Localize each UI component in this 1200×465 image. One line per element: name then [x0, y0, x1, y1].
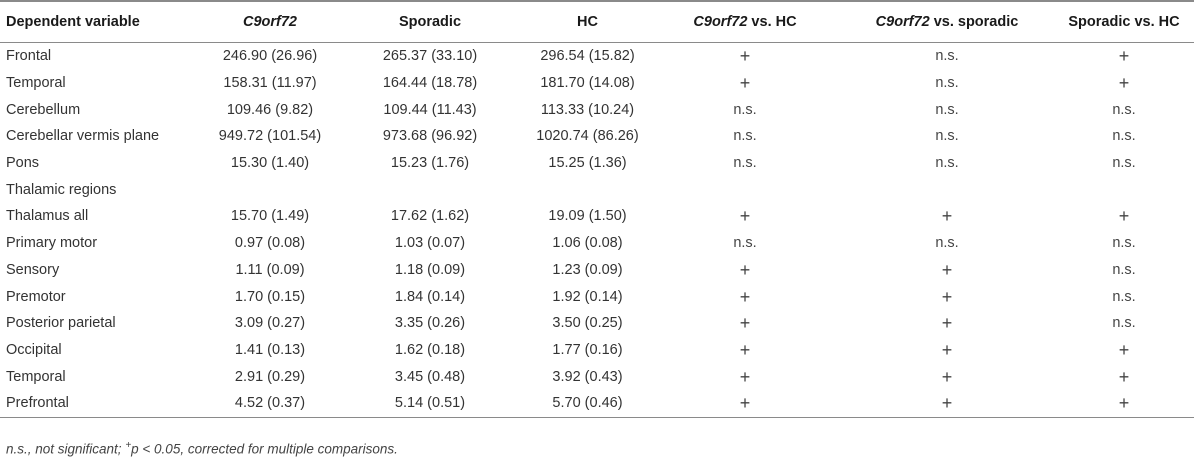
sporadic-value: 3.45 (0.48) [394, 368, 466, 385]
sporadic-value: 1.84 (0.14) [394, 288, 466, 305]
hc-value: 113.33 (10.24) [540, 101, 635, 118]
hc-value: 1.06 (0.08) [552, 235, 623, 252]
sporadic-vs-hc-result: n.s. [1112, 288, 1136, 305]
header-sporadic: Sporadic [335, 1, 525, 43]
footnote-part1: n.s., not significant; [6, 441, 126, 457]
c9orf72-value: 949.72 (101.54) [218, 128, 322, 145]
row-label: Thalamus all [6, 208, 89, 225]
c9-vs-sporadic-result: + [941, 313, 953, 334]
footnote-sup: + [125, 440, 132, 451]
c9-vs-sporadic-result: + [941, 366, 953, 387]
c9-vs-hc-result [650, 176, 840, 203]
hc-value: 1.23 (0.09) [552, 261, 623, 278]
c9orf72-value: 109.46 (9.82) [226, 101, 314, 118]
table-row [0, 203, 1194, 230]
sporadic-vs-hc-result: + [1118, 46, 1130, 67]
sporadic-value [335, 176, 525, 203]
sporadic-vs-hc-result: n.s. [1112, 101, 1136, 118]
c9-vs-sporadic-result: n.s. [935, 48, 959, 65]
table-header [0, 1, 1194, 43]
sporadic-value: 109.44 (11.43) [383, 101, 477, 118]
header-c9-vs-hc-rest: vs. HC [747, 14, 797, 30]
c9-vs-sporadic-result: + [840, 390, 1054, 417]
table-row [0, 176, 1194, 203]
row-label: Posterior parietal [6, 315, 116, 332]
c9-vs-sporadic-result: n.s. [935, 101, 959, 118]
c9orf72-value: 246.90 (26.96) [222, 48, 318, 65]
row-label: Occipital [6, 341, 62, 358]
sporadic-value: 5.14 (0.51) [335, 390, 525, 417]
table-row [0, 390, 1194, 417]
sporadic-value: 1.03 (0.07) [394, 235, 466, 252]
c9-vs-hc-result: + [739, 339, 751, 360]
footnote-part2: p < 0.05, corrected for multiple comparisons. [131, 441, 398, 457]
sporadic-value: 265.37 (33.10) [382, 48, 478, 65]
header-c9-vs-sporadic [840, 1, 1054, 43]
sporadic-value: 17.62 (1.62) [390, 208, 470, 225]
sporadic-vs-hc-result: n.s. [1112, 235, 1136, 252]
table-row [0, 70, 1194, 97]
sporadic-value: 164.44 (18.78) [382, 75, 478, 92]
row-label: Frontal [6, 48, 52, 65]
header-c9-vs-hc [650, 1, 840, 43]
row-label: Pons [6, 155, 40, 172]
table-row [0, 230, 1194, 257]
header-sporadic-vs-hc: Sporadic vs. HC [1054, 1, 1194, 43]
sporadic-vs-hc-result: n.s. [1112, 128, 1136, 145]
header-hc: HC [525, 1, 650, 43]
c9orf72-value: 2.91 (0.29) [234, 368, 306, 385]
c9orf72-value: 3.09 (0.27) [234, 315, 306, 332]
c9orf72-value: 1.41 (0.13) [234, 341, 306, 358]
row-label: Thalamic regions [6, 181, 117, 198]
hc-value: 1020.74 (86.26) [536, 128, 639, 145]
hc-value: 3.50 (0.25) [552, 315, 623, 332]
table-row [0, 363, 1194, 390]
table-row [0, 123, 1194, 150]
header-dependent-variable: Dependent variable [0, 1, 205, 43]
c9-vs-hc-result: + [739, 46, 751, 67]
hc-value: 1.77 (0.16) [552, 341, 623, 358]
row-label: Sensory [6, 261, 60, 278]
hc-value: 19.09 (1.50) [548, 208, 627, 225]
sporadic-vs-hc-result: + [1118, 366, 1130, 387]
table-body [0, 43, 1194, 418]
hc-value: 3.92 (0.43) [552, 368, 623, 385]
c9-vs-hc-result: + [650, 390, 840, 417]
c9orf72-value: 15.30 (1.40) [230, 155, 310, 172]
table-row [0, 43, 1194, 70]
c9-vs-hc-result: + [739, 73, 751, 94]
c9-vs-hc-result: n.s. [733, 155, 757, 172]
c9orf72-value [205, 176, 335, 203]
c9-vs-sporadic-result: n.s. [935, 75, 959, 92]
c9-vs-hc-result: + [739, 313, 751, 334]
c9orf72-value: 4.52 (0.37) [205, 390, 335, 417]
row-label: Cerebellar vermis plane [6, 128, 160, 145]
header-row [0, 1, 1194, 43]
c9orf72-value: 1.70 (0.15) [234, 288, 306, 305]
header-c9-vs-sporadic-gene: C9orf72 [875, 14, 930, 30]
c9-vs-hc-result: + [739, 259, 751, 280]
sporadic-value: 1.62 (0.18) [394, 341, 466, 358]
c9-vs-hc-result: n.s. [733, 235, 757, 252]
c9-vs-hc-result: n.s. [733, 128, 757, 145]
hc-value: 296.54 (15.82) [540, 48, 635, 65]
hc-value: 1.92 (0.14) [552, 288, 623, 305]
hc-value: 5.70 (0.46) [525, 390, 650, 417]
sporadic-vs-hc-result: + [1118, 73, 1130, 94]
header-c9orf72-gene: C9orf72 [243, 14, 297, 30]
sporadic-vs-hc-result [1054, 176, 1194, 203]
hc-value: 15.25 (1.36) [548, 155, 627, 172]
sporadic-value: 15.23 (1.76) [390, 155, 470, 172]
table-row [0, 283, 1194, 310]
hc-value [525, 176, 650, 203]
c9-vs-hc-result: + [739, 286, 751, 307]
table-row [0, 96, 1194, 123]
table-row [0, 257, 1194, 284]
table-row [0, 337, 1194, 364]
table-row [0, 150, 1194, 177]
table-row [0, 310, 1194, 337]
sporadic-value: 1.18 (0.09) [394, 261, 466, 278]
table-footnote [6, 440, 398, 457]
c9-vs-sporadic-result: + [941, 259, 953, 280]
c9-vs-hc-result: + [739, 206, 751, 227]
sporadic-value: 973.68 (96.92) [382, 128, 478, 145]
sporadic-value: 3.35 (0.26) [394, 315, 466, 332]
c9-vs-sporadic-result: n.s. [935, 155, 959, 172]
sporadic-vs-hc-result: + [1118, 206, 1130, 227]
c9-vs-sporadic-result: + [941, 339, 953, 360]
sporadic-vs-hc-result: n.s. [1112, 261, 1136, 278]
c9orf72-value: 15.70 (1.49) [230, 208, 310, 225]
header-c9orf72 [205, 1, 335, 43]
c9-vs-sporadic-result [840, 176, 1054, 203]
c9-vs-hc-result: + [739, 366, 751, 387]
row-label: Cerebellum [6, 101, 81, 118]
header-c9-vs-sporadic-rest: vs. sporadic [929, 14, 1019, 30]
row-label: Prefrontal [0, 390, 205, 417]
c9-vs-sporadic-result: + [941, 286, 953, 307]
row-label: Primary motor [6, 235, 98, 252]
row-label: Premotor [6, 288, 66, 305]
c9-vs-sporadic-result: n.s. [935, 128, 959, 145]
sporadic-vs-hc-result: + [1118, 339, 1130, 360]
c9orf72-value: 1.11 (0.09) [235, 261, 305, 278]
c9-vs-hc-result: n.s. [733, 101, 757, 118]
c9-vs-sporadic-result: n.s. [935, 235, 959, 252]
sporadic-vs-hc-result: n.s. [1112, 155, 1136, 172]
header-c9-vs-hc-gene: C9orf72 [693, 14, 748, 30]
c9-vs-sporadic-result: + [941, 206, 953, 227]
c9orf72-value: 158.31 (11.97) [223, 75, 317, 92]
sporadic-vs-hc-result: n.s. [1112, 315, 1136, 332]
c9orf72-value: 0.97 (0.08) [234, 235, 306, 252]
row-label: Temporal [6, 75, 66, 92]
sporadic-vs-hc-result: + [1054, 390, 1194, 417]
row-label: Temporal [6, 368, 66, 385]
hc-value: 181.70 (14.08) [540, 75, 635, 92]
